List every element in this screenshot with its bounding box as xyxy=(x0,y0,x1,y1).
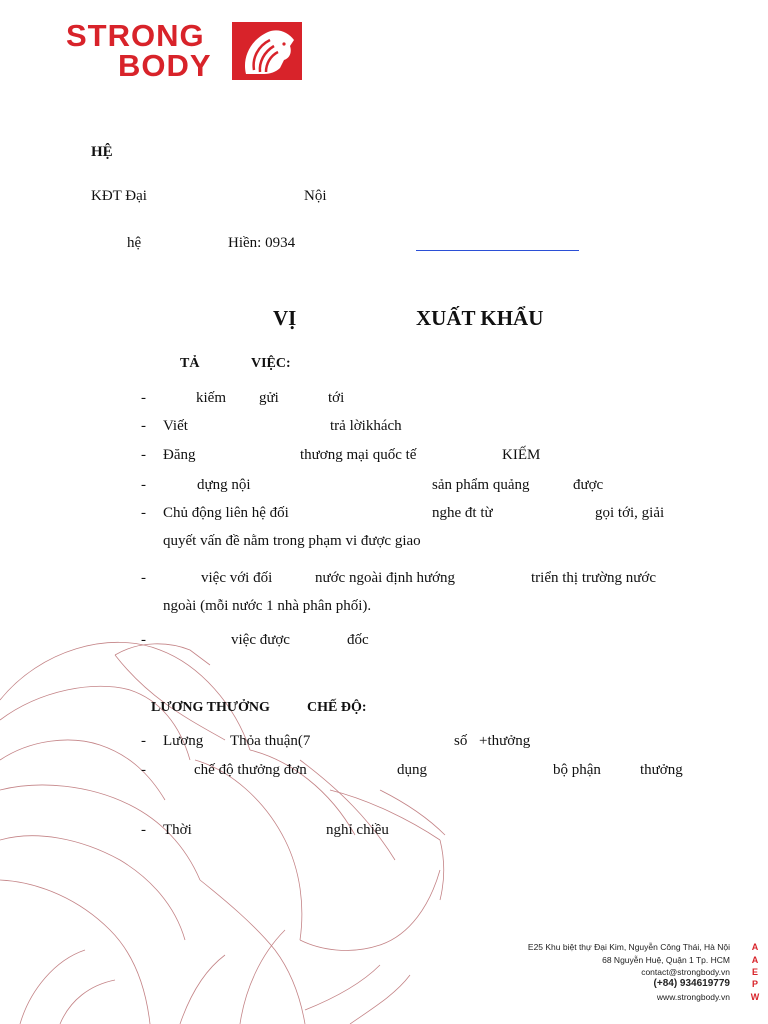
list-item-text: việc với đối xyxy=(201,570,273,586)
logo-line-1: STRONG xyxy=(66,18,205,53)
title-part-b: XUẤT KHẨU xyxy=(416,306,544,330)
list-item-text: việc được xyxy=(231,632,290,648)
list-bullet: - xyxy=(141,822,146,838)
list-item-text: Viết xyxy=(163,418,188,434)
footer-website[interactable]: www.strongbody.vn xyxy=(656,992,730,1002)
salary-heading-b: CHẾ ĐỘ: xyxy=(307,700,367,715)
list-item-text: bộ phận xyxy=(553,762,601,778)
list-bullet: - xyxy=(141,733,146,749)
list-item-text: đốc xyxy=(347,632,369,648)
list-item-text: Chủ động liên hệ đối xyxy=(163,505,289,521)
list-bullet: - xyxy=(141,418,146,434)
address-part-b: Nội xyxy=(304,188,327,204)
list-bullet: - xyxy=(141,632,146,648)
phone-part-b: Hiền: 0934 xyxy=(228,235,296,251)
list-item-text: được xyxy=(573,477,604,493)
logo-line-2: BODY xyxy=(118,48,212,83)
list-bullet: - xyxy=(141,762,146,778)
list-item-text: tới xyxy=(328,390,345,406)
list-item-text: KIẾM xyxy=(502,447,541,463)
list-item-text: chế độ thưởng đơn xyxy=(194,762,307,778)
footer-email[interactable]: contact@strongbody.vn xyxy=(641,967,730,977)
list-item-text: gửi xyxy=(259,390,279,406)
list-item-continuation: quyết vấn đề nằm trong phạm vi được giao xyxy=(163,533,421,549)
list-item-text: +thưởng xyxy=(479,733,531,749)
title-part-a: VỊ xyxy=(273,306,297,330)
list-item-text: kiếm xyxy=(196,390,226,406)
job-heading-b: VIỆC: xyxy=(251,356,291,371)
list-item-continuation: ngoài (mỗi nước 1 nhà phân phối). xyxy=(163,598,372,614)
list-item-text: trả lờikhách xyxy=(330,418,402,434)
list-item-text: thưởng xyxy=(640,762,683,778)
footer-vertical-letter: E xyxy=(751,967,758,977)
list-item-text: triển thị trường nước xyxy=(531,570,657,586)
list-item-text: thương mại quốc tế xyxy=(300,447,417,463)
list-item-text: nghỉ chiều xyxy=(326,822,389,838)
footer-phone: (+84) 934619779 xyxy=(653,978,730,989)
list-item-text: Đăng xyxy=(163,447,196,463)
list-item-text: Thỏa thuận(7 xyxy=(230,733,311,749)
footer-vertical-letter: W xyxy=(750,992,760,1002)
list-item-text: Thời xyxy=(163,822,192,838)
list-bullet: - xyxy=(141,570,146,586)
contact-heading: HỆ xyxy=(91,144,113,160)
salary-heading-a: LƯƠNG THƯỞNG xyxy=(151,700,270,715)
email-link-underline[interactable] xyxy=(416,250,579,251)
footer-vertical-letter: A xyxy=(751,955,759,965)
phone-part-a: hệ xyxy=(127,235,142,251)
address-part-a: KĐT Đại xyxy=(91,188,147,204)
job-heading-a: TẢ xyxy=(180,356,200,371)
footer-address-hcm: 68 Nguyễn Huệ, Quận 1 Tp. HCM xyxy=(602,955,730,965)
list-bullet: - xyxy=(141,390,146,406)
list-item-text: sản phẩm quảng xyxy=(432,477,530,493)
footer-vertical-letter: P xyxy=(751,979,758,989)
list-item-text: dụng xyxy=(397,762,427,778)
footer-address-hanoi: E25 Khu biệt thự Đại Kim, Nguyễn Công Thái, Hà Nội xyxy=(527,942,730,952)
list-bullet: - xyxy=(141,447,146,463)
list-item-text: gọi tới, giải xyxy=(595,505,665,521)
list-item-text: Lương xyxy=(163,733,204,749)
list-bullet: - xyxy=(141,505,146,521)
footer-vertical-letter: A xyxy=(751,942,759,952)
lion-logo-icon xyxy=(232,22,302,80)
list-item-text: nước ngoài định hướng xyxy=(315,570,456,586)
brand-logo xyxy=(66,20,306,82)
list-item-text: dựng nội xyxy=(197,477,251,493)
list-item-text: số xyxy=(454,733,468,749)
list-bullet: - xyxy=(141,477,146,493)
list-item-text: nghe đt từ xyxy=(432,505,493,521)
